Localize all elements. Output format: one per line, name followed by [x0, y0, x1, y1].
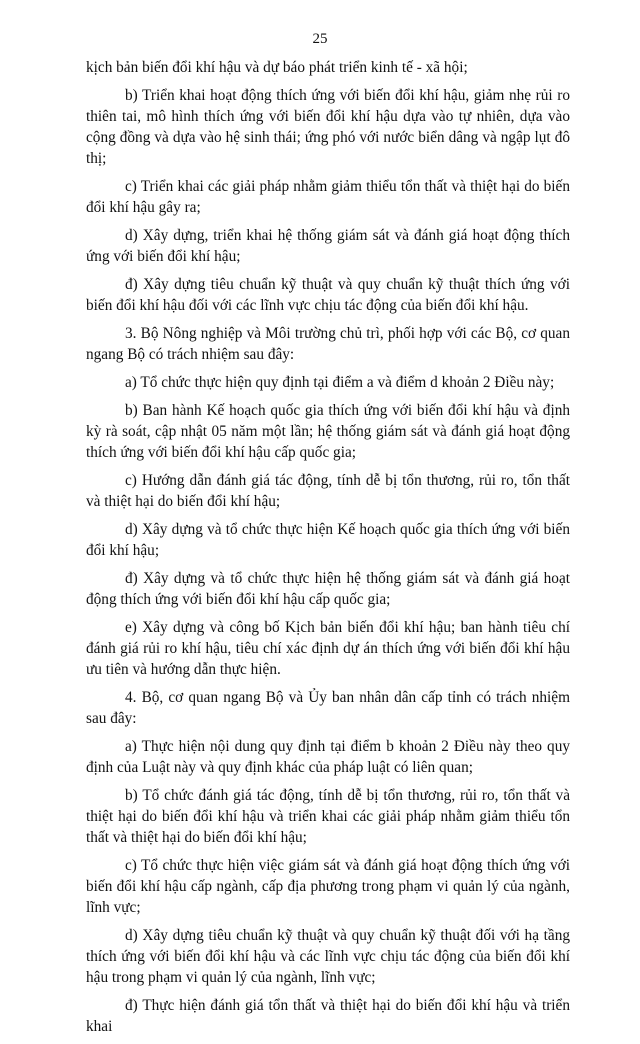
paragraph-4dd: đ) Thực hiện đánh giá tổn thất và thiệt hại do biến đổi khí hậu và triển khai [86, 997, 570, 1035]
paragraph-2b: b) Triển khai hoạt động thích ứng với biến đổi khí hậu, giảm nhẹ rủi ro thiên tai, mô hình thích ứng với biến đổi khí hậu dựa vào tự nhiên, dựa vào cộng đồng và dựa vào hệ sinh thái; ứng phó với nước biển dâng và ngập lụt đô thị; [86, 87, 570, 167]
paragraph-3a: a) Tổ chức thực hiện quy định tại điểm a và điểm d khoản 2 Điều này; [125, 374, 555, 391]
paragraph-4a: a) Thực hiện nội dung quy định tại điểm b khoản 2 Điều này theo quy định của Luật này và quy định khác của pháp luật có liên quan; [86, 738, 570, 776]
document-body [86, 57, 570, 1044]
paragraph-3b: b) Ban hành Kế hoạch quốc gia thích ứng với biến đổi khí hậu và định kỳ rà soát, cập nhật 05 năm một lần; hệ thống giám sát và đánh giá hoạt động thích ứng với biến đổi khí hậu cấp quốc gia; [86, 402, 570, 461]
paragraph-2d: d) Xây dựng, triển khai hệ thống giám sát và đánh giá hoạt động thích ứng với biến đổi khí hậu; [86, 227, 570, 265]
paragraph-4d: d) Xây dựng tiêu chuẩn kỹ thuật và quy chuẩn kỹ thuật đối với hạ tầng thích ứng với biến đổi khí hậu và các lĩnh vực chịu tác động của biến đổi khí hậu trong phạm vi quản lý của ngành, lĩnh vực; [86, 927, 570, 986]
clause-4-heading: 4. Bộ, cơ quan ngang Bộ và Ủy ban nhân dân cấp tỉnh có trách nhiệm sau đây: [86, 689, 570, 727]
paragraph-4c: c) Tổ chức thực hiện việc giám sát và đánh giá hoạt động thích ứng với biến đổi khí hậu cấp ngành, cấp địa phương trong phạm vi quản lý của ngành, lĩnh vực; [86, 857, 570, 916]
paragraph-continued: kịch bản biến đổi khí hậu và dự báo phát triển kinh tế - xã hội; [86, 59, 468, 76]
paragraph-2dd: đ) Xây dựng tiêu chuẩn kỹ thuật và quy chuẩn kỹ thuật thích ứng với biến đổi khí hậu đối với các lĩnh vực chịu tác động của biến đổi khí hậu. [86, 276, 570, 314]
paragraph-3dd: đ) Xây dựng và tổ chức thực hiện hệ thống giám sát và đánh giá hoạt động thích ứng với biến đổi khí hậu cấp quốc gia; [86, 570, 570, 608]
paragraph-3d: d) Xây dựng và tổ chức thực hiện Kế hoạch quốc gia thích ứng với biến đổi khí hậu; [86, 521, 570, 559]
paragraph-3c: c) Hướng dẫn đánh giá tác động, tính dễ bị tổn thương, rủi ro, tổn thất và thiệt hại do biến đổi khí hậu; [86, 472, 570, 510]
paragraph-3e: e) Xây dựng và công bố Kịch bản biến đổi khí hậu; ban hành tiêu chí đánh giá rủi ro khí hậu, tiêu chí xác định dự án thích ứng với biến đổi khí hậu ưu tiên và hướng dẫn thực hiện. [86, 619, 570, 678]
page-number: 25 [312, 31, 328, 47]
paragraph-2c: c) Triển khai các giải pháp nhằm giảm thiểu tổn thất và thiệt hại do biến đổi khí hậu gây ra; [86, 178, 570, 216]
clause-3-heading: 3. Bộ Nông nghiệp và Môi trường chủ trì, phối hợp với các Bộ, cơ quan ngang Bộ có trách nhiệm sau đây: [86, 325, 570, 363]
paragraph-4b: b) Tổ chức đánh giá tác động, tính dễ bị tổn thương, rủi ro, tổn thất và thiệt hại do biến đổi khí hậu và triển khai các giải pháp nhằm giảm thiểu tổn thất và thiệt hại do biến đổi khí hậu; [86, 787, 570, 846]
